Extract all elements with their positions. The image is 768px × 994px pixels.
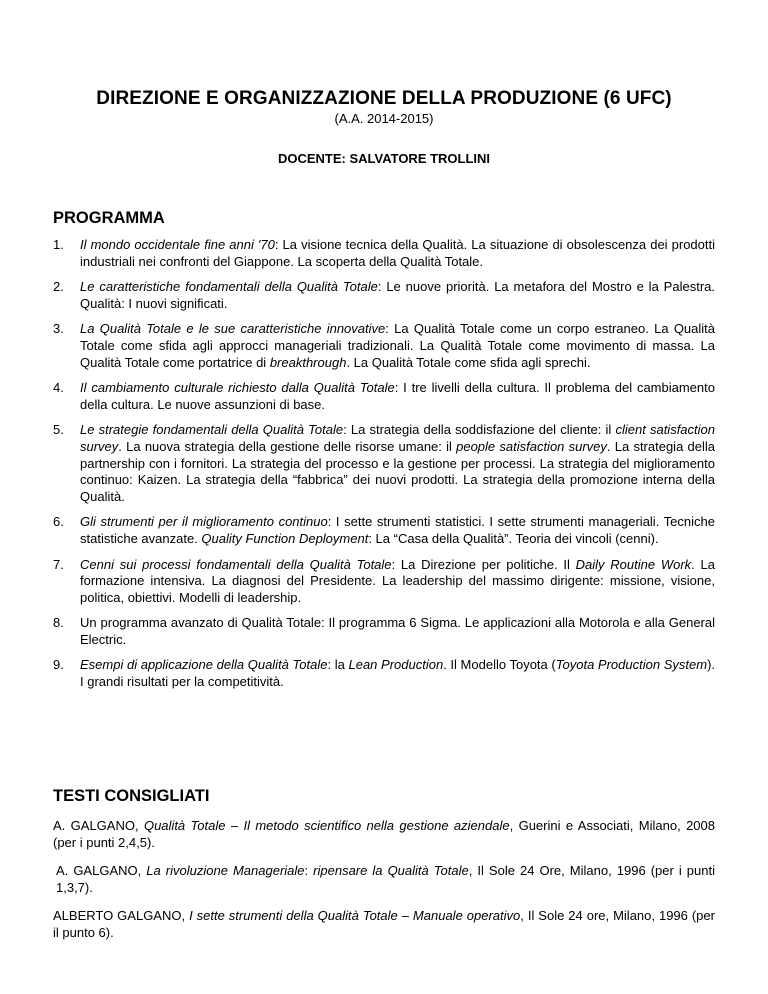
text-run: ALBERTO GALGANO, xyxy=(53,908,190,924)
program-list xyxy=(53,237,715,700)
text-run: A. GALGANO, xyxy=(56,863,147,879)
text-run: , Il Sole 24 Ore, Milano, 1996 (per i punti 1,3,7). xyxy=(56,863,715,895)
italic-text: client satisfaction survey xyxy=(80,422,715,454)
text-run: A. GALGANO, xyxy=(53,818,144,833)
program-item-text xyxy=(80,514,715,546)
italic-text: Quality Function Deployment xyxy=(201,530,369,546)
program-item-number: 3. xyxy=(53,321,64,337)
text-run: . La strategia della partnership con i fornitori. La strategia del processo e la gestione per processi. La strategia del miglioramento continuo: Kaizen. La strategia della “fabbrica” dei nuovi prodotti. La strategia della promozione interna della Qualità. xyxy=(80,438,715,504)
text-run: . La nuova strategia della gestione delle risorse umane: il xyxy=(118,438,457,454)
text-run: : La “Casa della Qualità”. Teoria dei vincoli (cenni). xyxy=(368,530,659,546)
program-item-number: 5. xyxy=(53,422,64,438)
italic-text: Esempi di applicazione della Qualità Totale xyxy=(80,657,328,673)
text-run: , Guerini e Associati, Milano, 2008 (per i punti 2,4,5). xyxy=(53,818,715,850)
text-run: . Il Modello Toyota ( xyxy=(443,657,556,673)
text-run: : I tre livelli della cultura. Il problema del cambiamento della cultura. Le nuove assunzioni di base. xyxy=(80,380,715,412)
program-item xyxy=(53,237,715,270)
reference-item xyxy=(53,908,715,941)
academic-year: (A.A. 2014-2015) xyxy=(334,111,434,126)
program-item-number: 9. xyxy=(53,657,64,673)
italic-text: La Qualità Totale e le sue caratteristiche innovative xyxy=(80,321,386,337)
italic-text: Daily Routine Work xyxy=(575,556,692,572)
program-item-text xyxy=(80,422,715,503)
text-run: : I sette strumenti statistici. I sette strumenti manageriali. Tecniche statistiche avanzate. xyxy=(80,514,715,546)
program-item-number: 2. xyxy=(53,279,64,295)
text-run: : La visione tecnica della Qualità. La situazione di obsolescenza dei prodotti industriali nei confronti del Giappone. La scoperta della Qualità Totale. xyxy=(80,237,715,269)
program-item xyxy=(53,380,715,413)
text-run: : La Direzione per politiche. Il xyxy=(391,556,576,572)
italic-text: Le strategie fondamentali della Qualità Totale xyxy=(80,422,344,438)
italic-text: Qualità Totale – Il metodo scientifico nella gestione aziendale xyxy=(143,818,510,833)
program-item-number: 7. xyxy=(53,556,64,572)
program-item-text xyxy=(80,557,715,605)
italic-text: Le caratteristiche fondamentali della Qualità Totale xyxy=(80,279,378,295)
program-item-number: 8. xyxy=(53,615,64,631)
italic-text: I sette strumenti della Qualità Totale – Manuale operativo xyxy=(189,908,521,924)
program-item xyxy=(53,279,715,312)
programma-heading: PROGRAMMA xyxy=(53,209,165,227)
program-item xyxy=(53,557,715,607)
italic-text: La rivoluzione Manageriale xyxy=(146,863,305,879)
program-item xyxy=(53,615,715,648)
text-run: : la xyxy=(327,657,349,673)
italic-text: Toyota Production System xyxy=(555,657,708,673)
program-item-number: 1. xyxy=(53,237,64,252)
program-item-number: 4. xyxy=(53,380,64,396)
course-title: DIREZIONE E ORGANIZZAZIONE DELLA PRODUZIONE (6 UFC) xyxy=(96,88,672,109)
reference-item xyxy=(53,818,715,851)
text-run: . La Qualità Totale come sfida agli sprechi. xyxy=(346,354,591,370)
program-item-number: 6. xyxy=(53,514,64,530)
program-item-text xyxy=(80,237,715,269)
reference-item xyxy=(53,863,715,896)
text-run: Un programma avanzato di Qualità Totale: Il programma 6 Sigma. Le applicazioni alla Motorola e alla General Electric. xyxy=(80,615,715,647)
program-item-text xyxy=(80,615,715,647)
text-run: : La Qualità Totale come un corpo estraneo. La Qualità Totale come sfida agli approcci manageriali tradizionali. La Qualità Totale come movimento di massa. La Qualità Totale come portatrice di xyxy=(80,321,716,370)
italic-text: ripensare la Qualità Totale xyxy=(313,863,469,879)
italic-text: people satisfaction survey xyxy=(456,438,607,454)
text-run: ). I grandi risultati per la competitività. xyxy=(80,657,716,690)
text-run: : La strategia della soddisfazione del cliente: il xyxy=(343,422,616,438)
program-item xyxy=(53,321,715,371)
program-item-text xyxy=(80,279,715,311)
instructor: DOCENTE: SALVATORE TROLLINI xyxy=(277,151,491,166)
italic-text: Il cambiamento culturale richiesto dalla Qualità Totale xyxy=(80,380,395,396)
italic-text: Cenni sui processi fondamentali della Qualità Totale xyxy=(80,556,392,572)
program-item xyxy=(53,657,715,690)
text-run: : Le nuove priorità. La metafora del Mostro e la Palestra. Qualità: I nuovi significati. xyxy=(80,279,715,311)
testi-heading: TESTI CONSIGLIATI xyxy=(53,787,210,805)
italic-text: Lean Production xyxy=(348,657,444,673)
italic-text: Gli strumenti per il miglioramento continuo xyxy=(80,514,328,530)
text-run: : xyxy=(304,863,314,879)
text-run: , Il Sole 24 ore, Milano, 1996 (per il punto 6). xyxy=(53,908,715,940)
program-item-text xyxy=(80,321,715,369)
program-item-text xyxy=(80,657,715,689)
text-run: . La formazione intensiva. La diagnosi del Presidente. La leadership del massimo dirigente: missione, visione, politica, obiettivi. Modelli di leadership. xyxy=(80,556,715,605)
references-list xyxy=(53,818,715,954)
program-item-text xyxy=(80,380,715,412)
program-item xyxy=(53,422,715,505)
program-item xyxy=(53,514,715,547)
italic-text: breakthrough xyxy=(269,354,347,370)
italic-text: Il mondo occidentale fine anni '70 xyxy=(80,237,275,252)
